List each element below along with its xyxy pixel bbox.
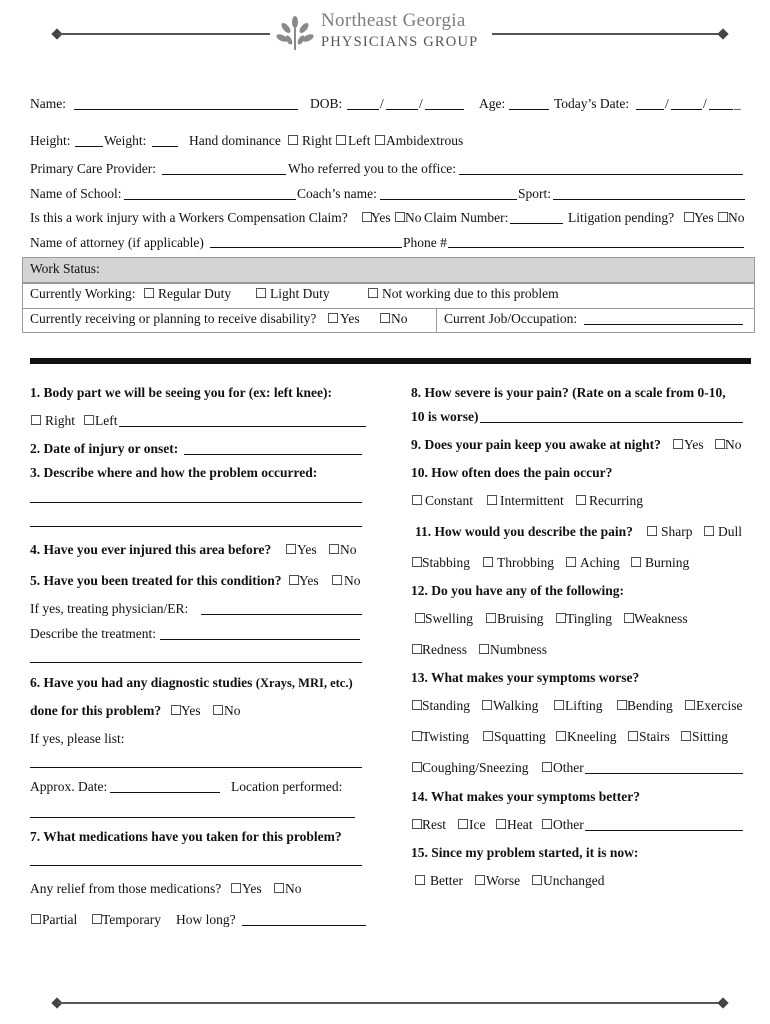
q4-yes-label: Yes — [297, 542, 317, 557]
q8-label-cont: 10 is worse) — [411, 409, 479, 424]
pcp-label: Primary Care Provider: — [30, 161, 156, 176]
q15-better-label: Better — [430, 873, 463, 888]
q6-label-cont: done for this problem? — [30, 703, 162, 718]
disability-yes-label: Yes — [340, 311, 360, 326]
workcomp-no-label: No — [405, 210, 422, 225]
q11-stabbing-label: Stabbing — [422, 555, 471, 570]
logo-subtitle: PHYSICIANS GROUP — [321, 34, 479, 50]
dob-sep: / — [380, 96, 384, 111]
q13-bending-label: Bending — [627, 698, 673, 713]
attorney-label: Name of attorney (if applicable) — [30, 235, 204, 250]
weight-label: Weight: — [104, 133, 147, 148]
q13-exercise-checkbox[interactable]: ☐ — [684, 698, 697, 713]
q13-stairs-checkbox[interactable]: ☐ — [627, 729, 640, 744]
q5-describe-label: Describe the treatment: — [30, 626, 156, 641]
hand-left-checkbox[interactable]: ☐ — [335, 133, 348, 148]
dob-year-field[interactable] — [425, 109, 464, 110]
coach-label: Coach’s name: — [297, 186, 377, 201]
q12-bruising-checkbox[interactable]: ☐ — [485, 611, 498, 626]
dob-day-field[interactable] — [386, 109, 418, 110]
age-label: Age: — [479, 96, 506, 111]
q13-kneeling-label: Kneeling — [567, 729, 617, 744]
q1-right-label: Right — [45, 413, 76, 428]
q11-burning-checkbox[interactable]: ☐ — [630, 555, 643, 570]
q13-squatting-label: Squatting — [494, 729, 546, 744]
header-rule-right — [492, 33, 722, 35]
q11-sharp-label: Sharp — [661, 524, 693, 539]
phone-field[interactable] — [448, 247, 744, 248]
q7-relief-label: Any relief from those medications? — [30, 881, 222, 896]
work-status-divider — [22, 308, 755, 309]
currently-working-label: Currently Working: — [30, 286, 136, 301]
q5-physician-field[interactable] — [201, 614, 362, 615]
q9-no-checkbox[interactable]: ☐ — [714, 437, 727, 452]
hand-ambi-label: Ambidextrous — [386, 133, 464, 148]
q13-other-checkbox[interactable]: ☐ — [541, 760, 554, 775]
q5-describe-field-2[interactable] — [30, 662, 362, 663]
q11-dull-label: Dull — [718, 524, 743, 539]
q8-field[interactable] — [480, 422, 743, 423]
today-month-field[interactable] — [636, 109, 664, 110]
q10-label: 10. How often does the pain occur? — [411, 465, 613, 480]
logo-title: Northeast Georgia — [321, 10, 466, 31]
q14-heat-checkbox[interactable]: ☐ — [495, 817, 508, 832]
q9-label: 9. Does your pain keep you awake at night? — [411, 437, 661, 452]
q15-worse-label: Worse — [486, 873, 521, 888]
sport-label: Sport: — [518, 186, 552, 201]
disability-no-label: No — [391, 311, 408, 326]
q1-field[interactable] — [119, 426, 366, 427]
q14-label: 14. What makes your symptoms better? — [411, 789, 640, 804]
q13-coughing-label: Coughing/Sneezing — [422, 760, 529, 775]
occupation-label: Current Job/Occupation: — [444, 311, 578, 326]
work-status-header — [22, 257, 755, 283]
q4-label: 4. Have you ever injured this area before? — [30, 542, 272, 557]
q7-howlong-field[interactable] — [242, 925, 366, 926]
name-field[interactable] — [74, 109, 298, 110]
q1-right-checkbox[interactable]: ☐ — [30, 413, 43, 428]
work-status-vdivider — [436, 308, 437, 333]
q13-stairs-label: Stairs — [639, 729, 670, 744]
q6-location-label: Location performed: — [231, 779, 343, 794]
q3-label: 3. Describe where and how the problem occurred: — [30, 465, 318, 480]
q14-other-checkbox[interactable]: ☐ — [541, 817, 554, 832]
today-sep: / — [665, 96, 669, 111]
hand-right-checkbox[interactable]: ☐ — [287, 133, 300, 148]
q13-walking-checkbox[interactable]: ☐ — [481, 698, 494, 713]
q10-recurring-label: Recurring — [589, 493, 643, 508]
q2-label: 2. Date of injury or onset: — [30, 441, 179, 456]
q13-other-label: Other — [553, 760, 584, 775]
q7-no-checkbox[interactable]: ☐ — [273, 881, 286, 896]
q15-worse-checkbox[interactable]: ☐ — [474, 873, 487, 888]
q12-numbness-checkbox[interactable]: ☐ — [478, 642, 491, 657]
litigation-yes-label: Yes — [694, 210, 714, 225]
today-day-field[interactable] — [671, 109, 702, 110]
q6-date-field[interactable] — [110, 792, 220, 793]
q5-yes-label: Yes — [299, 573, 319, 588]
q13-lifting-label: Lifting — [565, 698, 603, 713]
q6-no-checkbox[interactable]: ☐ — [212, 703, 225, 718]
light-duty-checkbox[interactable]: ☐ — [255, 286, 268, 301]
q12-label: 12. Do you have any of the following: — [411, 583, 625, 598]
q12-bruising-label: Bruising — [497, 611, 544, 626]
q14-heat-label: Heat — [507, 817, 533, 832]
q7-partial-checkbox[interactable]: ☐ — [30, 912, 43, 927]
q13-exercise-label: Exercise — [696, 698, 743, 713]
height-field[interactable] — [75, 146, 103, 147]
height-label: Height: — [30, 133, 71, 148]
q13-twisting-label: Twisting — [422, 729, 470, 744]
q3-field-1[interactable] — [30, 502, 362, 503]
q6-label — [30, 675, 353, 691]
q11-stabbing-checkbox[interactable]: ☐ — [411, 555, 424, 570]
age-field[interactable] — [509, 109, 549, 110]
regular-duty-checkbox[interactable]: ☐ — [143, 286, 156, 301]
today-sep: / — [703, 96, 707, 111]
q13-walking-label: Walking — [493, 698, 539, 713]
q12-redness-checkbox[interactable]: ☐ — [411, 642, 424, 657]
name-label: Name: — [30, 96, 66, 111]
q13-label: 13. What makes your symptoms worse? — [411, 670, 640, 685]
q12-tingling-checkbox[interactable]: ☐ — [555, 611, 568, 626]
q7-partial-label: Partial — [42, 912, 78, 927]
q14-rest-checkbox[interactable]: ☐ — [411, 817, 424, 832]
workcomp-label: Is this a work injury with a Workers Compensation Claim? — [30, 210, 348, 225]
q6-list-label: If yes, please list: — [30, 731, 125, 746]
q13-sitting-checkbox[interactable]: ☐ — [680, 729, 693, 744]
q11-throbbing-checkbox[interactable]: ☐ — [482, 555, 495, 570]
rule-diamond-right-icon — [717, 28, 728, 39]
q12-weakness-checkbox[interactable]: ☐ — [623, 611, 636, 626]
weight-field[interactable] — [152, 146, 178, 147]
q6-yes-checkbox[interactable]: ☐ — [170, 703, 183, 718]
q13-bending-checkbox[interactable]: ☐ — [616, 698, 629, 713]
q13-twisting-checkbox[interactable]: ☐ — [411, 729, 424, 744]
today-label: Today’s Date: — [554, 96, 630, 111]
occupation-field[interactable] — [584, 324, 743, 325]
not-working-label: Not working due to this problem — [382, 286, 559, 301]
q5-physician-label: If yes, treating physician/ER: — [30, 601, 189, 616]
workcomp-yes-checkbox[interactable]: ☐ — [361, 210, 374, 225]
q6-list-field[interactable] — [30, 767, 362, 768]
disability-no-checkbox[interactable]: ☐ — [379, 311, 392, 326]
q15-better-checkbox[interactable]: ☐ — [414, 873, 427, 888]
attorney-field[interactable] — [210, 247, 402, 248]
footer-diamond-right-icon — [717, 997, 728, 1008]
q12-tingling-label: Tingling — [566, 611, 613, 626]
footer-rule — [58, 1002, 722, 1004]
work-status-heading: Work Status: — [30, 261, 100, 276]
dob-sep: / — [419, 96, 423, 111]
q5-label: 5. Have you been treated for this condition? — [30, 573, 282, 588]
q13-sitting-label: Sitting — [692, 729, 729, 744]
light-duty-label: Light Duty — [270, 286, 330, 301]
workcomp-no-checkbox[interactable]: ☐ — [394, 210, 407, 225]
q11-aching-label: Aching — [580, 555, 620, 570]
logo-icon — [274, 16, 316, 57]
q13-standing-label: Standing — [422, 698, 471, 713]
sport-field[interactable] — [553, 199, 745, 200]
q4-no-checkbox[interactable]: ☐ — [328, 542, 341, 557]
q15-label: 15. Since my problem started, it is now: — [411, 845, 639, 860]
today-end: _ — [734, 96, 741, 111]
q13-squatting-checkbox[interactable]: ☐ — [482, 729, 495, 744]
q11-burning-label: Burning — [645, 555, 690, 570]
q6-label-examples: (Xrays, MRI, etc.) — [255, 676, 353, 690]
q7-temporary-checkbox[interactable]: ☐ — [91, 912, 104, 927]
coach-field[interactable] — [380, 199, 517, 200]
q7-howlong-label: How long? — [176, 912, 236, 927]
q6-no-label: No — [224, 703, 241, 718]
q15-unchanged-checkbox[interactable]: ☐ — [531, 873, 544, 888]
claim-label: Claim Number: — [424, 210, 509, 225]
q14-other-field[interactable] — [585, 830, 743, 831]
q12-redness-label: Redness — [422, 642, 467, 657]
q12-swelling-checkbox[interactable]: ☐ — [414, 611, 427, 626]
q7-yes-label: Yes — [242, 881, 262, 896]
q13-coughing-checkbox[interactable]: ☐ — [411, 760, 424, 775]
regular-duty-label: Regular Duty — [158, 286, 232, 301]
section-divider — [30, 358, 751, 364]
q14-rest-label: Rest — [422, 817, 447, 832]
q8-label: 8. How severe is your pain? (Rate on a scale from 0-10, — [411, 385, 726, 400]
q11-aching-checkbox[interactable]: ☐ — [565, 555, 578, 570]
q10-recurring-checkbox[interactable]: ☐ — [575, 493, 588, 508]
q6-location-field[interactable] — [30, 817, 355, 818]
not-working-checkbox[interactable]: ☐ — [367, 286, 380, 301]
q10-constant-checkbox[interactable]: ☐ — [411, 493, 424, 508]
today-year-field[interactable] — [709, 109, 733, 110]
q12-numbness-label: Numbness — [490, 642, 547, 657]
q11-dull-checkbox[interactable]: ☐ — [703, 524, 716, 539]
q11-throbbing-label: Throbbing — [497, 555, 554, 570]
q10-intermittent-label: Intermittent — [500, 493, 564, 508]
q1-left-label: Left — [95, 413, 118, 428]
q6-yes-label: Yes — [181, 703, 201, 718]
q14-ice-label: Ice — [469, 817, 486, 832]
q13-standing-checkbox[interactable]: ☐ — [411, 698, 424, 713]
claim-field[interactable] — [510, 223, 563, 224]
disability-label: Currently receiving or planning to receive disability? — [30, 311, 317, 326]
q13-kneeling-checkbox[interactable]: ☐ — [555, 729, 568, 744]
q4-no-label: No — [340, 542, 357, 557]
q2-field[interactable] — [184, 454, 362, 455]
disability-yes-checkbox[interactable]: ☐ — [327, 311, 340, 326]
school-label: Name of School: — [30, 186, 122, 201]
q7-temporary-label: Temporary — [102, 912, 162, 927]
q3-field-2[interactable] — [30, 526, 362, 527]
q6-label-main: 6. Have you had any diagnostic studies — [30, 675, 253, 690]
header-rule-left — [58, 33, 270, 35]
q11-label: 11. How would you describe the pain? — [415, 524, 633, 539]
referred-label: Who referred you to the office: — [288, 161, 457, 176]
litigation-no-label: No — [728, 210, 745, 225]
workcomp-yes-label: Yes — [371, 210, 391, 225]
q7-yes-checkbox[interactable]: ☐ — [230, 881, 243, 896]
q10-constant-label: Constant — [425, 493, 474, 508]
q7-field[interactable] — [30, 865, 362, 866]
q9-yes-checkbox[interactable]: ☐ — [672, 437, 685, 452]
q12-weakness-label: Weakness — [634, 611, 688, 626]
dob-label: DOB: — [310, 96, 343, 111]
q6-date-label: Approx. Date: — [30, 779, 108, 794]
q1-label: 1. Body part we will be seeing you for (ex: left knee): — [30, 385, 332, 400]
litigation-yes-checkbox[interactable]: ☐ — [683, 210, 696, 225]
q13-other-field[interactable] — [585, 773, 743, 774]
q9-no-label: No — [725, 437, 742, 452]
pcp-field[interactable] — [162, 174, 286, 175]
q15-unchanged-label: Unchanged — [543, 873, 605, 888]
hand-right-label: Right — [302, 133, 333, 148]
q7-no-label: No — [285, 881, 302, 896]
q5-no-checkbox[interactable]: ☐ — [331, 573, 344, 588]
dob-month-field[interactable] — [347, 109, 379, 110]
phone-label: Phone # — [403, 235, 447, 250]
q5-no-label: No — [344, 573, 361, 588]
q12-swelling-label: Swelling — [425, 611, 474, 626]
referred-field[interactable] — [459, 174, 743, 175]
q7-label: 7. What medications have you taken for this problem? — [30, 829, 342, 844]
q9-yes-label: Yes — [684, 437, 704, 452]
q10-intermittent-checkbox[interactable]: ☐ — [486, 493, 499, 508]
hand-left-label: Left — [348, 133, 371, 148]
q14-other-label: Other — [553, 817, 584, 832]
q13-lifting-checkbox[interactable]: ☐ — [553, 698, 566, 713]
hand-ambi-checkbox[interactable]: ☐ — [374, 133, 387, 148]
school-field[interactable] — [124, 199, 296, 200]
q4-yes-checkbox[interactable]: ☐ — [285, 542, 298, 557]
q1-left-checkbox[interactable]: ☐ — [83, 413, 96, 428]
q5-describe-field[interactable] — [160, 639, 360, 640]
q11-sharp-checkbox[interactable]: ☐ — [646, 524, 659, 539]
q14-ice-checkbox[interactable]: ☐ — [457, 817, 470, 832]
litigation-no-checkbox[interactable]: ☐ — [717, 210, 730, 225]
q5-yes-checkbox[interactable]: ☐ — [288, 573, 301, 588]
litigation-label: Litigation pending? — [568, 210, 675, 225]
hand-dominance-label: Hand dominance — [189, 133, 281, 148]
